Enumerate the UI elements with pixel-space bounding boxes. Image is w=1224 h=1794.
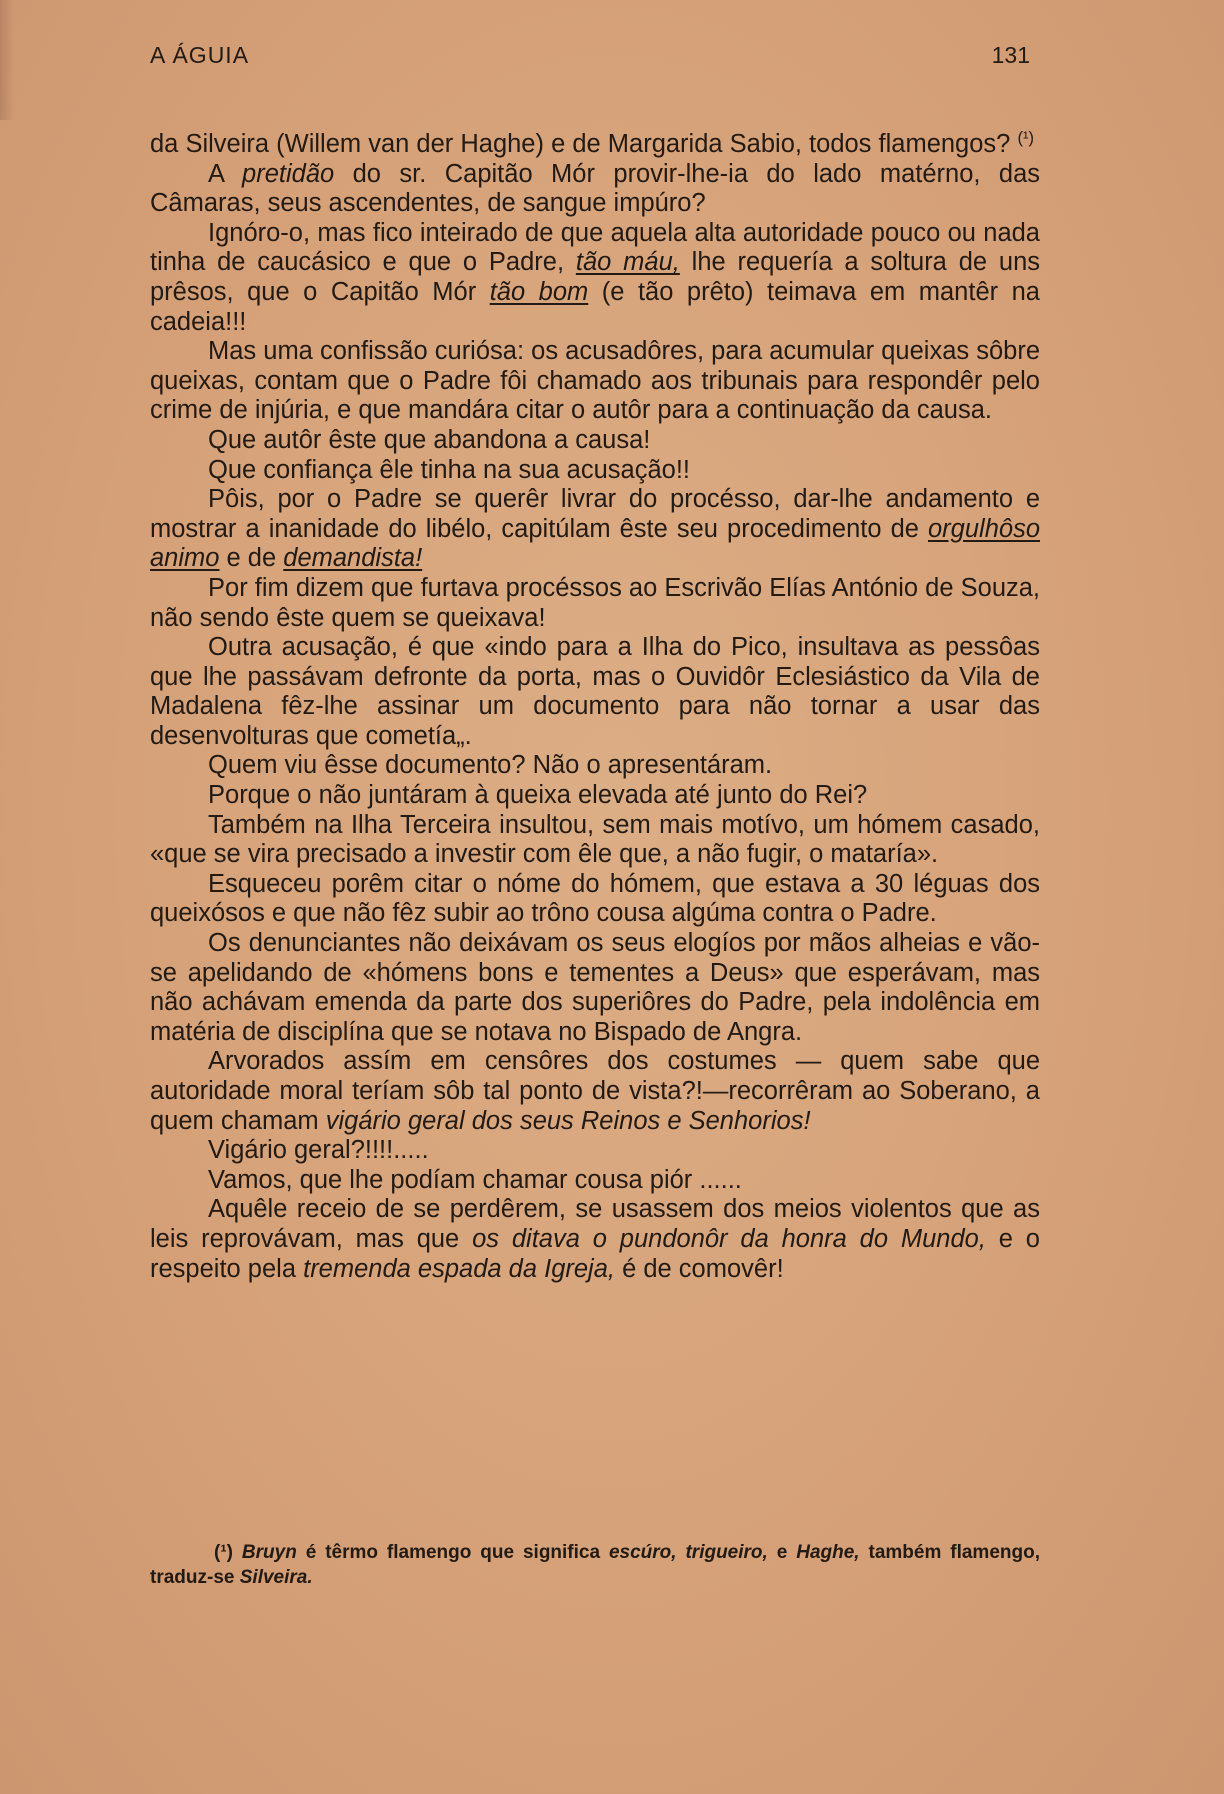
running-head: [150, 42, 1040, 74]
italic-text: pretidão: [242, 159, 335, 188]
paragraph-15: [150, 1047, 1040, 1136]
text-run: é de comovêr!: [615, 1254, 784, 1283]
paragraph-9: Outra acusação, é que «indo para a Ilha do Pico, insultava as pessôas que lhe passávam defronte da porta, mas o Ouvidôr Eclesiástico da Vila de Madalena fêz-lhe assinar um documento para não tornar a usar das desenvolturas que cometía„.: [150, 633, 1040, 750]
paragraph-6: Que confiança êle tinha na sua acusação!!: [208, 455, 690, 484]
body-text: [150, 127, 1041, 1284]
italic-text: orgulhôso animo: [150, 514, 1040, 573]
text-run: lhe requería a soltura de uns prêsos, que o Capitão Mór: [150, 248, 1040, 306]
italic-text: vigário geral dos seus Reinos e Senhorios!: [325, 1106, 811, 1135]
text-run: Pôis, por o Padre se querêr livrar do procésso, dar-lhe andamento e mostrar a inanidade do libélo, capitúlam êste seu procedimento de: [150, 485, 1040, 543]
footnote-reference: (¹): [1017, 127, 1034, 147]
paragraph-16: Vigário geral?!!!!.....: [208, 1136, 429, 1165]
italic-text: tão máu,: [575, 248, 680, 277]
paragraph-12: Também na Ilha Terceira insultou, sem mais motívo, um hómem casado, «que se vira precisado a investir com êle que, a não fugir, o mataría».: [150, 810, 1040, 869]
text-run: e o respeito pela: [150, 1224, 1040, 1283]
paragraph-13: Esqueceu porêm citar o nóme do hómem, que estava a 30 léguas dos queixósos e que não fêz subir ao trôno cousa algúma contra o Padre.: [150, 869, 1040, 928]
italic-text: Haghe,: [796, 1542, 860, 1563]
page-edge-shadow: [0, 0, 14, 120]
paragraph-7: [150, 485, 1040, 574]
footnote-text: [150, 1540, 1040, 1590]
italic-text: demandista!: [283, 544, 423, 573]
paragraph-5: Que autôr êste que abandona a causa!: [208, 425, 651, 454]
italic-text: tão bom: [489, 277, 589, 306]
text-run: é têrmo flamengo que significa: [296, 1542, 609, 1563]
footnote-mark: (¹): [214, 1542, 233, 1563]
text-run: e: [767, 1542, 797, 1563]
paragraph-17: Vamos, que lhe podíam chamar cousa piór ......: [208, 1165, 742, 1194]
paragraph-10: Quem viu êsse documento? Não o apresentáram.: [208, 751, 773, 780]
italic-text: Bruyn: [241, 1542, 297, 1563]
italic-text: os ditava o pundonôr da honra do Mundo,: [472, 1224, 986, 1253]
paragraph-1: [150, 127, 1040, 160]
paragraph-2: [150, 160, 1040, 219]
text-run: do sr. Capitão Mór provir-lhe-ia do lado matérno, das Câmaras, seus ascendentes, de sangue impúro?: [150, 159, 1041, 218]
paragraph-4: Mas uma confissão curiósa: os acusadôres, para acumular queixas sôbre queixas, contam que o Padre fôi chamado aos tribunais para respondêr pelo crime de injúria, e que mandára citar o autôr para a continuação da causa.: [150, 337, 1040, 425]
footnote: [150, 1540, 1040, 1590]
italic-text: tremenda espada da Igreja,: [303, 1254, 615, 1283]
paragraph-11: Porque o não juntáram à queixa elevada até junto do Rei?: [208, 781, 868, 810]
text-run: Ignóro-o, mas fico inteirado de que aquela alta autoridade pouco ou nada tinha de caucásico e que o Padre,: [150, 218, 1040, 277]
text-run: (e tão prêto) teimava em mantêr na cadeia!!!: [150, 277, 1040, 336]
paragraph-3: [150, 219, 1040, 337]
italic-text: escúro, trigueiro,: [608, 1542, 768, 1563]
text-run: e de: [219, 544, 284, 573]
paragraph-text: da Silveira (Willem van der Haghe) e de Margarida Sabio, todos flamengos?: [150, 130, 1018, 158]
text-run: também flamengo, traduz-se: [150, 1542, 1040, 1588]
italic-text: Silveira.: [239, 1567, 313, 1588]
text-run: A: [208, 159, 243, 188]
paragraph-8: Por fim dizem que furtava procéssos ao Escrivão Elías António de Souza, não sendo êste quem se queixava!: [150, 573, 1041, 632]
paragraph-18: [150, 1195, 1040, 1284]
page-number: 131: [991, 42, 1030, 68]
journal-title: A ÁGUIA: [150, 42, 250, 68]
paragraph-14: Os denunciantes não deixávam os seus elogíos por mãos alheias e vão-se apelidando de «hómens bons e tementes a Deus» que esperávam, mas não achávam emenda da parte dos superiôres do Padre, pela indolência em matéria de disciplína que se notava no Bispado de Angra.: [150, 929, 1040, 1046]
text-run: Aquêle receio de se perdêrem, se usassem dos meios violentos que as leis reprovávam, mas que: [150, 1195, 1040, 1253]
text-run: Arvorados assím em censôres dos costumes — quem sabe que autoridade moral teríam sôb tal ponto de vista?!—recorrêram ao Soberano, a quem chamam: [150, 1047, 1040, 1135]
